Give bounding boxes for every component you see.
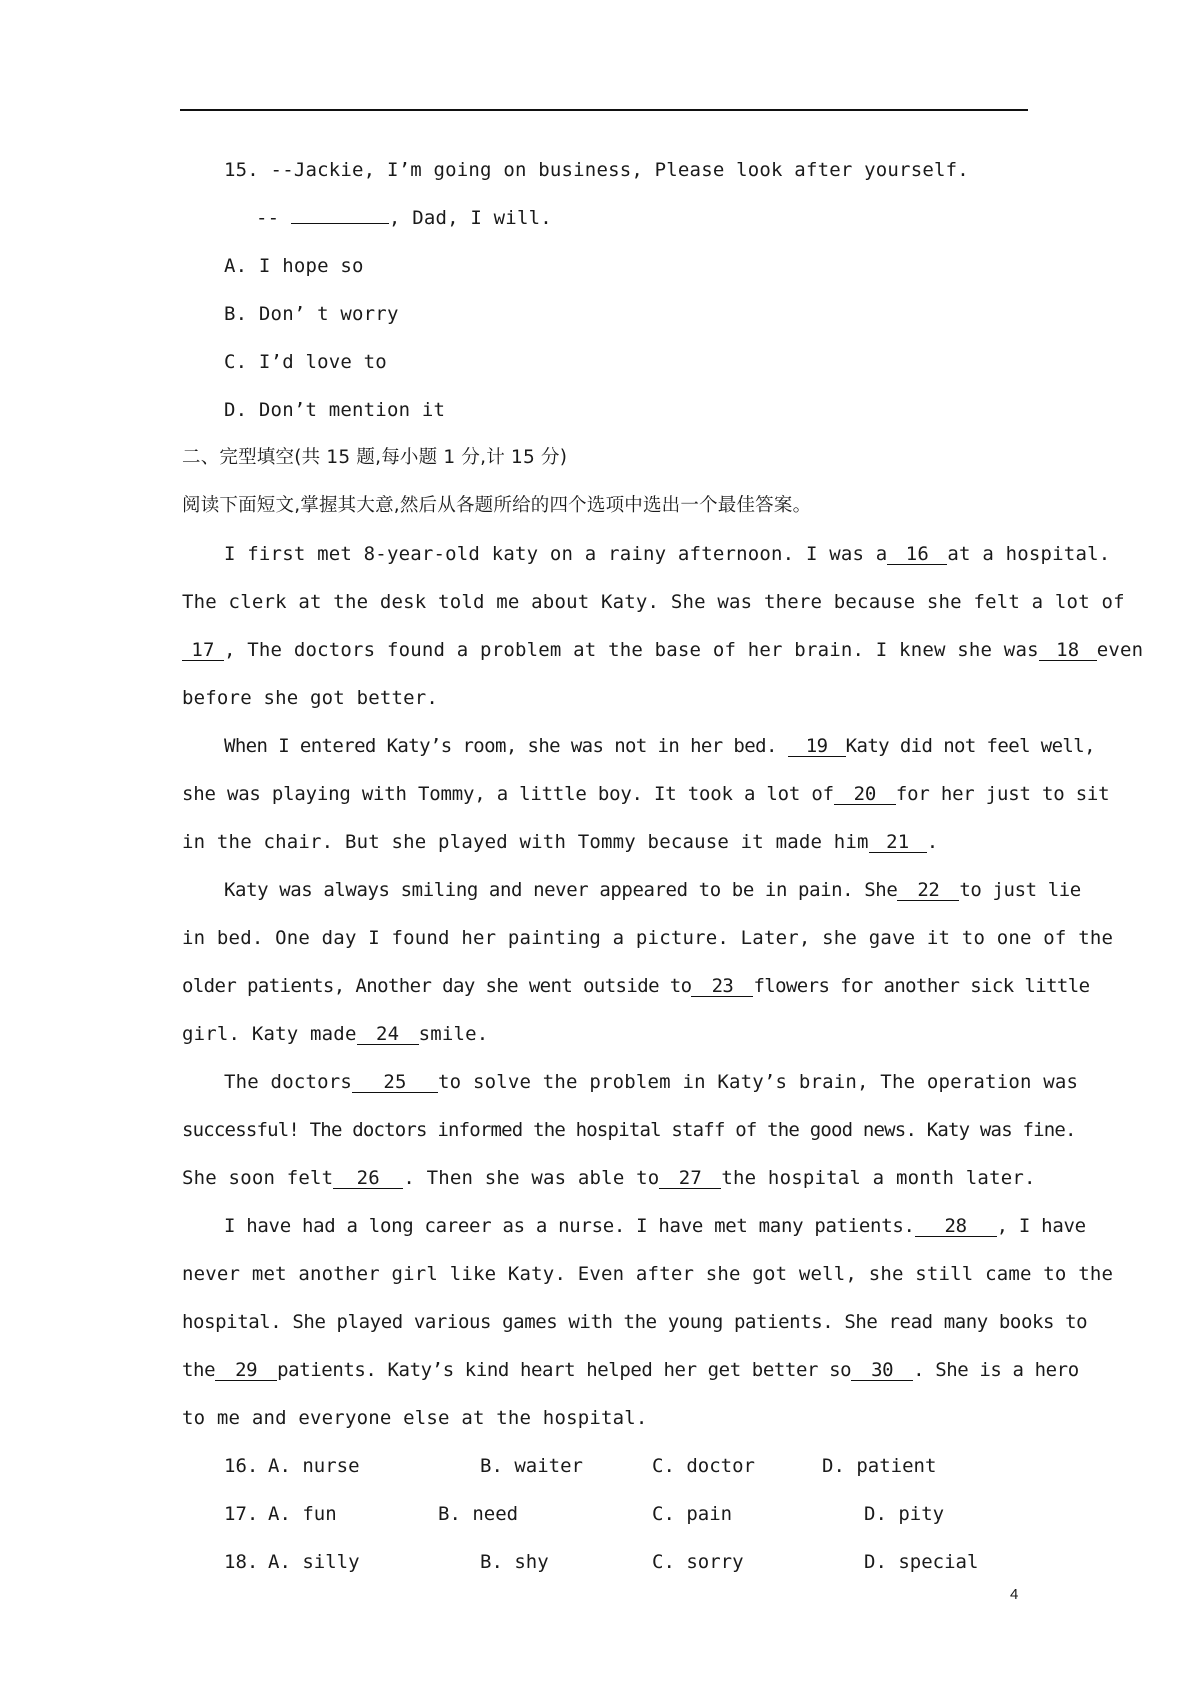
q15-option-c: C. I’d love to bbox=[224, 351, 387, 373]
choice-num: 18. bbox=[224, 1551, 259, 1573]
passage-line: When I entered Katy’s room, she was not in her bed. 19 Katy did not feel well, bbox=[224, 735, 1095, 757]
q15-option-a: A. I hope so bbox=[224, 255, 364, 277]
q15-option-b: B. Don’ t worry bbox=[224, 303, 399, 325]
choice-c: C. pain bbox=[652, 1503, 733, 1525]
passage-line: I first met 8-year-old katy on a rainy afternoon. I was a 16 at a hospital. bbox=[224, 543, 1111, 565]
blank-30: 30 bbox=[851, 1360, 913, 1381]
choice-b: B. need bbox=[438, 1503, 519, 1525]
choice-d: D. pity bbox=[864, 1503, 945, 1525]
blank-18: 18 bbox=[1039, 640, 1097, 661]
choice-c: C. sorry bbox=[652, 1551, 744, 1573]
blank-20: 20 bbox=[834, 784, 896, 805]
choice-d: D. patient bbox=[822, 1455, 937, 1477]
choice-num: 17. bbox=[224, 1503, 259, 1525]
blank-28: 28 bbox=[915, 1216, 997, 1237]
blank-24: 24 bbox=[357, 1024, 419, 1045]
choice-a: A. silly bbox=[268, 1551, 360, 1573]
passage-line: the 29 patients. Katy’s kind heart helped her get better so 30 . She is a hero bbox=[182, 1359, 1079, 1381]
blank-25: 25 bbox=[352, 1072, 438, 1093]
passage-line: successful! The doctors informed the hospital staff of the good news. Katy was fine. bbox=[182, 1119, 1076, 1141]
passage-line: never met another girl like Katy. Even after she got well, she still came to the bbox=[182, 1263, 1114, 1285]
q15-question: 15. --Jackie, I’m going on business, Please look after yourself. bbox=[224, 159, 969, 181]
choice-b: B. waiter bbox=[480, 1455, 583, 1477]
section-heading: 二、完型填空(共 15 题,每小题 1 分,计 15 分) bbox=[182, 447, 568, 468]
blank-16: 16 bbox=[887, 544, 947, 565]
passage-line: she was playing with Tommy, a little boy. It took a lot of 20 for her just to sit bbox=[182, 783, 1110, 805]
passage-line: older patients, Another day she went outside to 23 flowers for another sick little bbox=[182, 975, 1090, 997]
choice-d: D. special bbox=[864, 1551, 979, 1573]
passage-line: I have had a long career as a nurse. I have met many patients. 28 , I have bbox=[224, 1215, 1086, 1237]
choice-num: 16. bbox=[224, 1455, 259, 1477]
choice-a: A. fun bbox=[268, 1503, 337, 1525]
passage-line: She soon felt 26 . Then she was able to 27 the hospital a month later. bbox=[182, 1167, 1036, 1189]
blank-23: 23 bbox=[691, 976, 753, 997]
header-rule bbox=[180, 109, 1028, 111]
blank-26: 26 bbox=[333, 1168, 403, 1189]
choice-c: C. doctor bbox=[652, 1455, 755, 1477]
passage-line: The doctors 25 to solve the problem in Katy’s brain, The operation was bbox=[224, 1071, 1079, 1093]
passage-line: to me and everyone else at the hospital. bbox=[182, 1407, 648, 1429]
blank-21: 21 bbox=[869, 832, 927, 853]
section-instruction: 阅读下面短文,掌握其大意,然后从各题所给的四个选项中选出一个最佳答案。 bbox=[182, 495, 812, 516]
passage-line: 17 , The doctors found a problem at the base of her brain. I knew she was 18 even bbox=[182, 638, 1143, 662]
blank-29: 29 bbox=[215, 1360, 277, 1381]
page-number: 4 bbox=[1010, 1586, 1019, 1603]
passage-line: before she got better. bbox=[182, 687, 439, 709]
choice-a: A. nurse bbox=[268, 1455, 360, 1477]
choice-b: B. shy bbox=[480, 1551, 549, 1573]
blank-27: 27 bbox=[659, 1168, 721, 1189]
passage-line: Katy was always smiling and never appeared to be in pain. She 22 to just lie bbox=[224, 879, 1081, 901]
blank-17: 17 bbox=[182, 640, 224, 661]
passage-line: The clerk at the desk told me about Katy. She was there because she felt a lot of bbox=[182, 591, 1125, 613]
passage-line: in bed. One day I found her painting a picture. Later, she gave it to one of the bbox=[182, 927, 1114, 949]
passage-line: in the chair. But she played with Tommy because it made him 21 . bbox=[182, 831, 939, 853]
passage-line: hospital. She played various games with the young patients. She read many books to bbox=[182, 1311, 1088, 1333]
blank-19: 19 bbox=[788, 736, 846, 757]
q15-blank bbox=[291, 223, 389, 224]
q15-option-d: D. Don’t mention it bbox=[224, 399, 446, 421]
q15-reply: -- , Dad, I will. bbox=[256, 207, 552, 229]
passage-line: girl. Katy made 24 smile. bbox=[182, 1023, 489, 1045]
blank-22: 22 bbox=[897, 880, 959, 901]
